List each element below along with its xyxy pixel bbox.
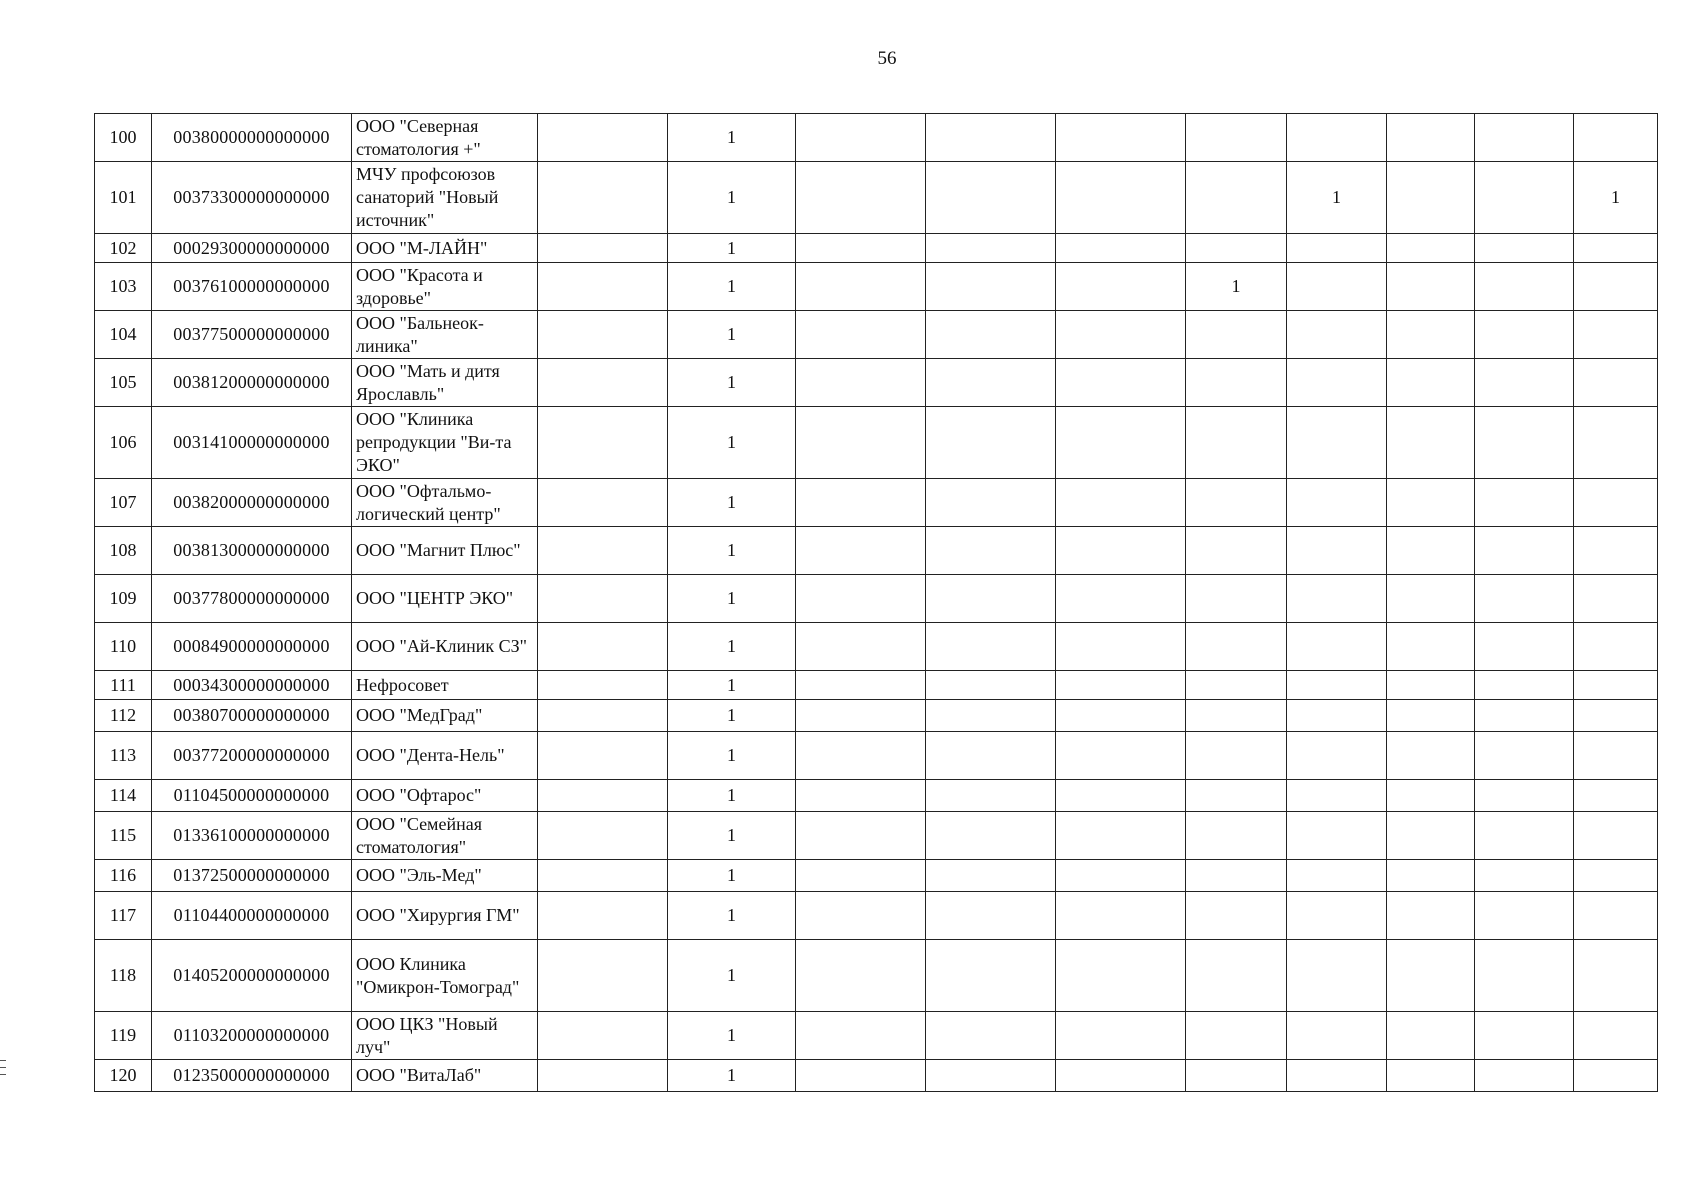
row-mark-c6 xyxy=(1186,407,1287,479)
row-number-cell: 104 xyxy=(95,311,152,359)
row-mark-c7 xyxy=(1287,732,1387,780)
row-mark-c9 xyxy=(1475,700,1574,732)
row-mark-c5 xyxy=(1056,263,1186,311)
row-mark-c4 xyxy=(926,479,1056,527)
row-code-cell: 00380700000000000 xyxy=(152,700,352,732)
row-mark-c6 xyxy=(1186,940,1287,1012)
row-code-cell: 01372500000000000 xyxy=(152,860,352,892)
row-mark-c2: 1 xyxy=(668,575,796,623)
row-name-cell: ООО "Клиника репродукции "Ви-та ЭКО" xyxy=(352,407,538,479)
row-mark-c10 xyxy=(1574,812,1658,860)
row-mark-c8 xyxy=(1387,114,1475,162)
row-mark-c8 xyxy=(1387,479,1475,527)
row-code-cell: 00373300000000000 xyxy=(152,162,352,234)
row-number-cell: 100 xyxy=(95,114,152,162)
row-mark-c1 xyxy=(538,780,668,812)
row-number-cell: 111 xyxy=(95,671,152,700)
row-mark-c1 xyxy=(538,234,668,263)
row-mark-c9 xyxy=(1475,359,1574,407)
row-mark-c2: 1 xyxy=(668,479,796,527)
row-mark-c5 xyxy=(1056,114,1186,162)
table-row xyxy=(95,162,1658,234)
row-name-cell: ООО "Офтальмо-логический центр" xyxy=(352,479,538,527)
row-mark-c7 xyxy=(1287,263,1387,311)
row-mark-c6 xyxy=(1186,780,1287,812)
row-name-cell: ООО "Дента-Нель" xyxy=(352,732,538,780)
row-mark-c2: 1 xyxy=(668,892,796,940)
row-name-cell: ООО "Семейная стоматология" xyxy=(352,812,538,860)
row-mark-c1 xyxy=(538,1060,668,1092)
row-mark-c4 xyxy=(926,575,1056,623)
row-mark-c7 xyxy=(1287,671,1387,700)
row-mark-c3 xyxy=(796,780,926,812)
table-row xyxy=(95,700,1658,732)
row-mark-c9 xyxy=(1475,527,1574,575)
row-mark-c9 xyxy=(1475,780,1574,812)
row-mark-c1 xyxy=(538,479,668,527)
row-number-cell: 120 xyxy=(95,1060,152,1092)
row-mark-c1 xyxy=(538,892,668,940)
row-mark-c6 xyxy=(1186,892,1287,940)
row-mark-c2: 1 xyxy=(668,114,796,162)
row-mark-c10 xyxy=(1574,860,1658,892)
row-mark-c6: 1 xyxy=(1186,263,1287,311)
table-row xyxy=(95,575,1658,623)
row-number-cell: 107 xyxy=(95,479,152,527)
row-mark-c10 xyxy=(1574,780,1658,812)
row-mark-c2: 1 xyxy=(668,812,796,860)
row-mark-c7 xyxy=(1287,527,1387,575)
table-row xyxy=(95,1060,1658,1092)
row-mark-c6 xyxy=(1186,162,1287,234)
row-mark-c8 xyxy=(1387,234,1475,263)
row-mark-c6 xyxy=(1186,671,1287,700)
row-mark-c7 xyxy=(1287,575,1387,623)
row-mark-c4 xyxy=(926,780,1056,812)
row-number-cell: 103 xyxy=(95,263,152,311)
row-mark-c7 xyxy=(1287,479,1387,527)
row-code-cell: 00314100000000000 xyxy=(152,407,352,479)
row-mark-c3 xyxy=(796,892,926,940)
row-mark-c1 xyxy=(538,311,668,359)
table-row xyxy=(95,892,1658,940)
row-mark-c7 xyxy=(1287,940,1387,1012)
row-mark-c1 xyxy=(538,732,668,780)
row-mark-c4 xyxy=(926,407,1056,479)
row-mark-c5 xyxy=(1056,311,1186,359)
row-name-cell: ООО "Красота и здоровье" xyxy=(352,263,538,311)
row-code-cell: 00381200000000000 xyxy=(152,359,352,407)
row-mark-c3 xyxy=(796,812,926,860)
row-name-cell: ООО "Магнит Плюс" xyxy=(352,527,538,575)
row-mark-c2: 1 xyxy=(668,527,796,575)
row-mark-c1 xyxy=(538,860,668,892)
row-mark-c9 xyxy=(1475,940,1574,1012)
row-mark-c3 xyxy=(796,479,926,527)
row-name-cell: ООО Клиника "Омикрон-Томоград" xyxy=(352,940,538,1012)
row-mark-c5 xyxy=(1056,732,1186,780)
row-code-cell: 00376100000000000 xyxy=(152,263,352,311)
row-mark-c8 xyxy=(1387,359,1475,407)
row-mark-c8 xyxy=(1387,940,1475,1012)
row-number-cell: 114 xyxy=(95,780,152,812)
row-number-cell: 105 xyxy=(95,359,152,407)
row-mark-c8 xyxy=(1387,780,1475,812)
row-mark-c7 xyxy=(1287,1060,1387,1092)
row-mark-c10 xyxy=(1574,1060,1658,1092)
row-mark-c6 xyxy=(1186,575,1287,623)
row-mark-c7 xyxy=(1287,234,1387,263)
row-mark-c2: 1 xyxy=(668,780,796,812)
row-code-cell: 00377500000000000 xyxy=(152,311,352,359)
row-mark-c6 xyxy=(1186,234,1287,263)
row-mark-c9 xyxy=(1475,812,1574,860)
row-name-cell: ООО "ЦЕНТР ЭКО" xyxy=(352,575,538,623)
row-mark-c10 xyxy=(1574,671,1658,700)
row-number-cell: 117 xyxy=(95,892,152,940)
row-mark-c10 xyxy=(1574,263,1658,311)
row-mark-c8 xyxy=(1387,860,1475,892)
table-row xyxy=(95,527,1658,575)
row-mark-c10 xyxy=(1574,892,1658,940)
row-name-cell: ООО "Бальнеок-линика" xyxy=(352,311,538,359)
row-mark-c2: 1 xyxy=(668,407,796,479)
row-mark-c8 xyxy=(1387,623,1475,671)
row-mark-c1 xyxy=(538,940,668,1012)
row-mark-c7 xyxy=(1287,311,1387,359)
table-row xyxy=(95,114,1658,162)
registry-table xyxy=(94,113,1658,1092)
row-code-cell: 00381300000000000 xyxy=(152,527,352,575)
row-mark-c10: 1 xyxy=(1574,162,1658,234)
row-code-cell: 01104400000000000 xyxy=(152,892,352,940)
row-mark-c2: 1 xyxy=(668,940,796,1012)
row-number-cell: 115 xyxy=(95,812,152,860)
row-mark-c3 xyxy=(796,311,926,359)
row-mark-c8 xyxy=(1387,732,1475,780)
row-mark-c4 xyxy=(926,732,1056,780)
table-row xyxy=(95,623,1658,671)
row-mark-c6 xyxy=(1186,812,1287,860)
row-code-cell: 00377200000000000 xyxy=(152,732,352,780)
row-mark-c2: 1 xyxy=(668,263,796,311)
row-mark-c3 xyxy=(796,700,926,732)
table-row xyxy=(95,732,1658,780)
row-name-cell: ООО "Офтарос" xyxy=(352,780,538,812)
row-mark-c2: 1 xyxy=(668,700,796,732)
row-name-cell: Нефросовет xyxy=(352,671,538,700)
row-mark-c3 xyxy=(796,671,926,700)
row-mark-c9 xyxy=(1475,479,1574,527)
row-mark-c7 xyxy=(1287,812,1387,860)
row-mark-c3 xyxy=(796,732,926,780)
row-mark-c7 xyxy=(1287,359,1387,407)
row-mark-c8 xyxy=(1387,892,1475,940)
row-mark-c8 xyxy=(1387,1012,1475,1060)
table-row xyxy=(95,311,1658,359)
row-mark-c2: 1 xyxy=(668,311,796,359)
row-number-cell: 106 xyxy=(95,407,152,479)
row-mark-c4 xyxy=(926,263,1056,311)
row-mark-c1 xyxy=(538,575,668,623)
row-mark-c1 xyxy=(538,527,668,575)
row-mark-c7 xyxy=(1287,623,1387,671)
row-mark-c5 xyxy=(1056,162,1186,234)
row-mark-c10 xyxy=(1574,940,1658,1012)
row-mark-c2: 1 xyxy=(668,234,796,263)
row-mark-c9 xyxy=(1475,1012,1574,1060)
row-mark-c1 xyxy=(538,812,668,860)
row-name-cell: ООО "Ай-Клиник СЗ" xyxy=(352,623,538,671)
row-mark-c1 xyxy=(538,162,668,234)
row-mark-c6 xyxy=(1186,359,1287,407)
row-mark-c4 xyxy=(926,114,1056,162)
page-number: 56 xyxy=(877,48,897,69)
row-mark-c8 xyxy=(1387,407,1475,479)
row-mark-c9 xyxy=(1475,263,1574,311)
row-mark-c8 xyxy=(1387,311,1475,359)
row-mark-c10 xyxy=(1574,234,1658,263)
row-mark-c10 xyxy=(1574,732,1658,780)
row-mark-c1 xyxy=(538,263,668,311)
table-row xyxy=(95,780,1658,812)
row-mark-c6 xyxy=(1186,732,1287,780)
row-mark-c4 xyxy=(926,700,1056,732)
row-mark-c3 xyxy=(796,234,926,263)
row-mark-c2: 1 xyxy=(668,359,796,407)
row-code-cell: 00382000000000000 xyxy=(152,479,352,527)
row-mark-c5 xyxy=(1056,623,1186,671)
row-mark-c5 xyxy=(1056,234,1186,263)
row-name-cell: МЧУ профсоюзов санаторий "Новый источник" xyxy=(352,162,538,234)
row-mark-c4 xyxy=(926,671,1056,700)
row-code-cell: 00084900000000000 xyxy=(152,623,352,671)
row-mark-c6 xyxy=(1186,311,1287,359)
row-number-cell: 101 xyxy=(95,162,152,234)
row-mark-c10 xyxy=(1574,527,1658,575)
row-number-cell: 116 xyxy=(95,860,152,892)
table-row xyxy=(95,812,1658,860)
row-mark-c5 xyxy=(1056,575,1186,623)
row-mark-c3 xyxy=(796,940,926,1012)
row-mark-c8 xyxy=(1387,263,1475,311)
row-mark-c4 xyxy=(926,940,1056,1012)
row-mark-c9 xyxy=(1475,575,1574,623)
row-mark-c5 xyxy=(1056,407,1186,479)
margin-marks xyxy=(0,1060,6,1081)
row-mark-c1 xyxy=(538,623,668,671)
row-mark-c4 xyxy=(926,623,1056,671)
row-mark-c5 xyxy=(1056,1012,1186,1060)
row-mark-c4 xyxy=(926,311,1056,359)
row-mark-c4 xyxy=(926,812,1056,860)
row-mark-c9 xyxy=(1475,892,1574,940)
row-name-cell: ООО "МедГрад" xyxy=(352,700,538,732)
row-mark-c5 xyxy=(1056,1060,1186,1092)
row-mark-c10 xyxy=(1574,479,1658,527)
row-mark-c4 xyxy=(926,162,1056,234)
row-mark-c7 xyxy=(1287,114,1387,162)
row-mark-c1 xyxy=(538,700,668,732)
row-mark-c9 xyxy=(1475,732,1574,780)
row-code-cell: 01235000000000000 xyxy=(152,1060,352,1092)
row-mark-c6 xyxy=(1186,479,1287,527)
row-mark-c2: 1 xyxy=(668,732,796,780)
table-row xyxy=(95,234,1658,263)
row-mark-c4 xyxy=(926,234,1056,263)
row-mark-c1 xyxy=(538,359,668,407)
row-code-cell: 00380000000000000 xyxy=(152,114,352,162)
row-mark-c3 xyxy=(796,359,926,407)
row-code-cell: 00034300000000000 xyxy=(152,671,352,700)
row-mark-c1 xyxy=(538,1012,668,1060)
row-mark-c6 xyxy=(1186,860,1287,892)
row-mark-c9 xyxy=(1475,162,1574,234)
row-mark-c10 xyxy=(1574,311,1658,359)
row-mark-c10 xyxy=(1574,407,1658,479)
row-number-cell: 113 xyxy=(95,732,152,780)
row-number-cell: 110 xyxy=(95,623,152,671)
row-mark-c8 xyxy=(1387,162,1475,234)
row-code-cell: 00029300000000000 xyxy=(152,234,352,263)
row-mark-c3 xyxy=(796,527,926,575)
row-mark-c6 xyxy=(1186,527,1287,575)
row-name-cell: ООО ЦКЗ "Новый луч" xyxy=(352,1012,538,1060)
row-mark-c9 xyxy=(1475,311,1574,359)
row-number-cell: 119 xyxy=(95,1012,152,1060)
row-name-cell: ООО "Северная стоматология +" xyxy=(352,114,538,162)
row-mark-c3 xyxy=(796,1060,926,1092)
row-mark-c2: 1 xyxy=(668,623,796,671)
row-mark-c2: 1 xyxy=(668,671,796,700)
row-number-cell: 102 xyxy=(95,234,152,263)
row-mark-c10 xyxy=(1574,359,1658,407)
table-row xyxy=(95,359,1658,407)
row-number-cell: 112 xyxy=(95,700,152,732)
row-mark-c10 xyxy=(1574,1012,1658,1060)
row-code-cell: 01104500000000000 xyxy=(152,780,352,812)
row-mark-c8 xyxy=(1387,700,1475,732)
row-mark-c1 xyxy=(538,114,668,162)
row-mark-c4 xyxy=(926,1060,1056,1092)
row-mark-c8 xyxy=(1387,527,1475,575)
row-code-cell: 00377800000000000 xyxy=(152,575,352,623)
row-number-cell: 118 xyxy=(95,940,152,1012)
row-name-cell: ООО "Хирургия ГМ" xyxy=(352,892,538,940)
row-mark-c1 xyxy=(538,407,668,479)
table-row xyxy=(95,479,1658,527)
table-row xyxy=(95,671,1658,700)
row-mark-c6 xyxy=(1186,700,1287,732)
row-mark-c5 xyxy=(1056,671,1186,700)
row-mark-c5 xyxy=(1056,812,1186,860)
row-mark-c10 xyxy=(1574,700,1658,732)
row-mark-c5 xyxy=(1056,527,1186,575)
row-mark-c3 xyxy=(796,407,926,479)
row-mark-c10 xyxy=(1574,623,1658,671)
row-mark-c6 xyxy=(1186,1060,1287,1092)
row-mark-c4 xyxy=(926,860,1056,892)
row-number-cell: 108 xyxy=(95,527,152,575)
table-row xyxy=(95,407,1658,479)
row-mark-c6 xyxy=(1186,114,1287,162)
row-mark-c9 xyxy=(1475,407,1574,479)
row-mark-c3 xyxy=(796,114,926,162)
row-mark-c4 xyxy=(926,892,1056,940)
table-body xyxy=(95,114,1658,1092)
row-mark-c5 xyxy=(1056,700,1186,732)
row-mark-c7 xyxy=(1287,700,1387,732)
row-mark-c2: 1 xyxy=(668,1060,796,1092)
row-mark-c3 xyxy=(796,263,926,311)
row-mark-c4 xyxy=(926,1012,1056,1060)
row-name-cell: ООО "Мать и дитя Ярославль" xyxy=(352,359,538,407)
row-mark-c5 xyxy=(1056,479,1186,527)
table-row xyxy=(95,860,1658,892)
row-mark-c3 xyxy=(796,575,926,623)
row-mark-c9 xyxy=(1475,114,1574,162)
row-mark-c8 xyxy=(1387,671,1475,700)
row-mark-c6 xyxy=(1186,1012,1287,1060)
row-mark-c7 xyxy=(1287,407,1387,479)
row-mark-c8 xyxy=(1387,812,1475,860)
row-number-cell: 109 xyxy=(95,575,152,623)
row-mark-c6 xyxy=(1186,623,1287,671)
row-mark-c7 xyxy=(1287,1012,1387,1060)
row-mark-c2: 1 xyxy=(668,860,796,892)
row-mark-c9 xyxy=(1475,234,1574,263)
row-mark-c4 xyxy=(926,359,1056,407)
row-mark-c4 xyxy=(926,527,1056,575)
row-mark-c5 xyxy=(1056,780,1186,812)
row-mark-c9 xyxy=(1475,623,1574,671)
row-mark-c7 xyxy=(1287,892,1387,940)
table-row xyxy=(95,1012,1658,1060)
row-mark-c7: 1 xyxy=(1287,162,1387,234)
row-mark-c5 xyxy=(1056,359,1186,407)
table-row xyxy=(95,263,1658,311)
row-mark-c8 xyxy=(1387,575,1475,623)
row-code-cell: 01336100000000000 xyxy=(152,812,352,860)
row-mark-c3 xyxy=(796,1012,926,1060)
row-name-cell: ООО "ВитаЛаб" xyxy=(352,1060,538,1092)
row-mark-c2: 1 xyxy=(668,162,796,234)
row-mark-c3 xyxy=(796,162,926,234)
row-mark-c3 xyxy=(796,623,926,671)
row-mark-c7 xyxy=(1287,780,1387,812)
row-mark-c2: 1 xyxy=(668,1012,796,1060)
row-mark-c5 xyxy=(1056,892,1186,940)
row-name-cell: ООО "М-ЛАЙН" xyxy=(352,234,538,263)
row-mark-c10 xyxy=(1574,114,1658,162)
row-mark-c3 xyxy=(796,860,926,892)
row-mark-c7 xyxy=(1287,860,1387,892)
row-mark-c8 xyxy=(1387,1060,1475,1092)
row-mark-c9 xyxy=(1475,671,1574,700)
row-name-cell: ООО "Эль-Мед" xyxy=(352,860,538,892)
row-mark-c9 xyxy=(1475,1060,1574,1092)
row-mark-c9 xyxy=(1475,860,1574,892)
row-mark-c1 xyxy=(538,671,668,700)
row-mark-c10 xyxy=(1574,575,1658,623)
row-code-cell: 01103200000000000 xyxy=(152,1012,352,1060)
row-code-cell: 01405200000000000 xyxy=(152,940,352,1012)
row-mark-c5 xyxy=(1056,940,1186,1012)
table-row xyxy=(95,940,1658,1012)
row-mark-c5 xyxy=(1056,860,1186,892)
